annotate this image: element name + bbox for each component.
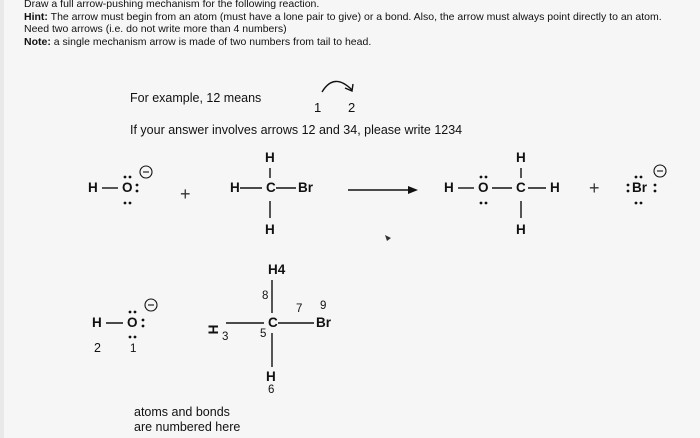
- numbered-br: Br: [316, 315, 332, 330]
- lone-pair-dot: [485, 202, 488, 205]
- negative-charges: [140, 165, 666, 311]
- methanol-c: C: [516, 180, 526, 195]
- methyl-bromide-c: C: [266, 180, 276, 195]
- lone-pair-dot: [654, 190, 657, 193]
- label-9: 9: [320, 300, 327, 312]
- lone-pair-dot: [635, 202, 638, 205]
- lone-pair-dot: [129, 176, 132, 179]
- lone-pair-dot: [142, 319, 145, 322]
- label-6: 6: [268, 384, 275, 396]
- example-curved-arrow: [322, 81, 352, 92]
- note-label: Note:: [24, 35, 51, 48]
- hint-text: The arrow must begin from an atom (must have a lone pair to give) or a bond. Also, the arrow must always point directly to an atom.: [47, 10, 662, 23]
- caption-line: are numbered here: [134, 420, 241, 434]
- answer-format-note: If your answer involves arrows 12 and 34, please write 1234: [130, 123, 463, 137]
- methanol-h-bottom: H: [516, 222, 526, 237]
- numbered-o: O: [127, 315, 138, 330]
- numbered-h-bottom: H: [266, 369, 276, 384]
- lone-pairs: [124, 176, 657, 339]
- label-1: 1: [130, 343, 137, 355]
- methanol-o: O: [478, 180, 489, 195]
- label-2: 2: [94, 341, 101, 355]
- numbered-h: H: [92, 315, 102, 330]
- lone-pair-dot: [480, 176, 483, 179]
- bond-lines: [102, 81, 546, 367]
- lone-pair-dot: [134, 336, 137, 339]
- lone-pair-dot: [640, 202, 643, 205]
- methanol-h: H: [444, 180, 454, 195]
- label-8: 8: [262, 290, 269, 302]
- note-text: a single mechanism arrow is made of two numbers from tail to head.: [50, 35, 372, 48]
- plus-sign: +: [589, 178, 600, 198]
- numbered-h-top: H4: [268, 262, 286, 277]
- hint-label: Hint:: [24, 10, 48, 23]
- lone-pair-dot: [129, 311, 132, 314]
- lone-pair-dot: [124, 176, 127, 179]
- methyl-bromide-h-bottom: H: [265, 222, 275, 237]
- lone-pair-dot: [129, 202, 132, 205]
- numbered-h-left: H: [205, 324, 221, 335]
- lone-pair-dot: [485, 176, 488, 179]
- example-text: For example, 12 means: [130, 91, 262, 105]
- lone-pair-dot: [129, 336, 132, 339]
- lone-pair-dot: [142, 325, 145, 328]
- instruction-line: Draw a full arrow-pushing mechanism for the following reaction.: [24, 0, 320, 10]
- example-head-number: 2: [348, 100, 356, 115]
- question-sheet: [4, 0, 700, 438]
- label-7: 7: [296, 303, 303, 315]
- methyl-bromide-br: Br: [298, 180, 314, 195]
- lone-pair-dot: [134, 311, 137, 314]
- structure-graphics: [4, 0, 700, 438]
- methanol-h-right: H: [550, 180, 560, 195]
- cursor-mark: [385, 235, 391, 241]
- lone-pair-dot: [627, 184, 630, 187]
- hydroxide-o: O: [122, 180, 133, 195]
- lone-pair-dot: [124, 202, 127, 205]
- lone-pair-dot: [627, 190, 630, 193]
- methanol-h-top: H: [516, 150, 526, 165]
- numbered-c: C: [268, 315, 278, 330]
- label-3: 3: [222, 331, 229, 343]
- reaction-arrow-head: [408, 186, 418, 194]
- lone-pair-dot: [136, 184, 139, 187]
- lone-pair-dot: [136, 190, 139, 193]
- caption-line: atoms and bonds: [134, 405, 230, 419]
- label-5: 5: [260, 328, 267, 340]
- bromide-br: Br: [632, 180, 648, 195]
- arrow-limit-line: Need two arrows (i.e. do not write more than 4 numbers): [24, 23, 287, 36]
- lone-pair-dot: [640, 176, 643, 179]
- hydroxide-h: H: [88, 180, 98, 195]
- methyl-bromide-h-left: H: [230, 180, 240, 195]
- lone-pair-dot: [635, 176, 638, 179]
- lone-pair-dot: [654, 184, 657, 187]
- example-tail-number: 1: [314, 100, 322, 115]
- methyl-bromide-h-top: H: [265, 150, 275, 165]
- lone-pair-dot: [480, 202, 483, 205]
- plus-sign: +: [180, 184, 191, 204]
